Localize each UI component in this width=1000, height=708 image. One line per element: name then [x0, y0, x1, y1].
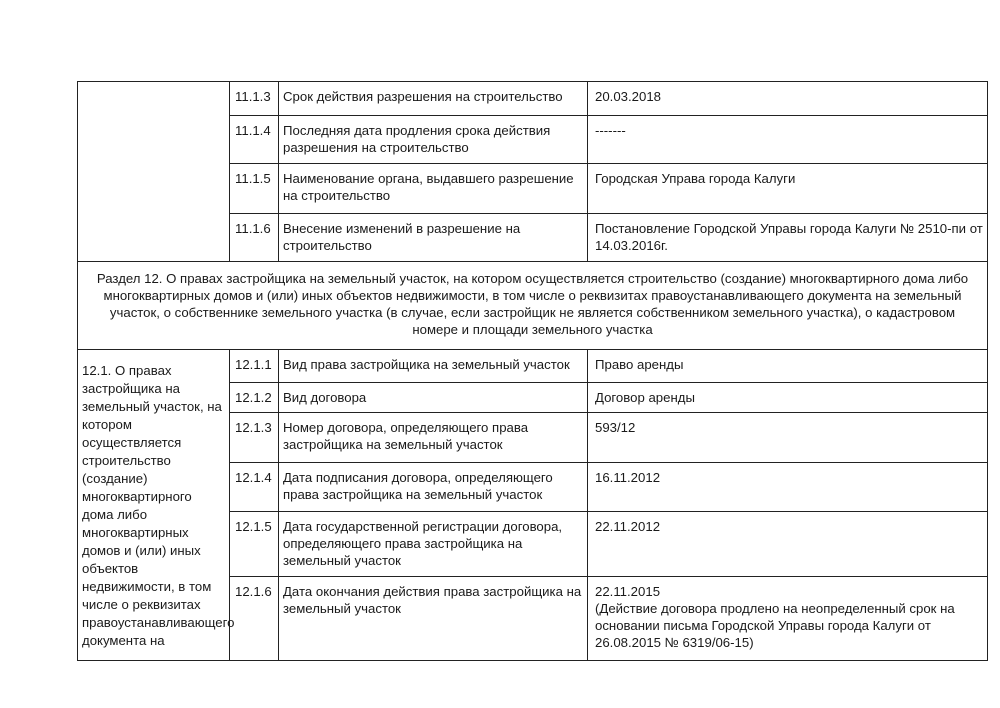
row-value: 22.11.2015: [595, 584, 661, 599]
row-label: Номер договора, определяющего права застройщика на земельный участок: [279, 413, 588, 463]
row-number: 11.1.6: [230, 214, 279, 262]
row-value-note: (Действие договора продлено на неопределенный срок на основании письма Городской Управы города Калуги от 26.08.2015 № 6319/06-15): [595, 601, 955, 650]
row-label: Внесение изменений в разрешение на строительство: [279, 214, 588, 262]
row-label: Последняя дата продления срока действия разрешения на строительство: [279, 116, 588, 164]
row-number: 12.1.5: [230, 512, 279, 577]
row-value: Городская Управа города Калуги: [588, 164, 988, 214]
section11-left-cell: [78, 82, 230, 262]
row-value: Постановление Городской Управы города Калуги № 2510-пи от 14.03.2016г.: [588, 214, 988, 262]
row-number: 12.1.6: [230, 577, 279, 661]
table-row: [78, 350, 988, 383]
row-value: -------: [588, 116, 988, 164]
row-number: 11.1.4: [230, 116, 279, 164]
table-row: [78, 82, 988, 116]
row-number: 11.1.3: [230, 82, 279, 116]
row-value-cell: [588, 577, 988, 661]
row-label: Дата государственной регистрации договора, определяющего права застройщика на земельный участок: [279, 512, 588, 577]
row-value: Право аренды: [588, 350, 988, 383]
row-number: 12.1.2: [230, 383, 279, 413]
row-number: 12.1.4: [230, 463, 279, 512]
row-value: 20.03.2018: [588, 82, 988, 116]
section-12-heading: Раздел 12. О правах застройщика на земельный участок, на котором осуществляется строительство (создание) многоквартирного дома либо многоквартирных домов и (или) иных объектов недвижимости, в том числе о реквизитах правоустанавливающего документа на земельный участок, о собственнике земельного участка (в случае, если застройщик не является собственником земельного участка), о кадастровом номере и площади земельного участка: [78, 262, 988, 350]
row-label: Срок действия разрешения на строительство: [279, 82, 588, 116]
row-label: Вид договора: [279, 383, 588, 413]
row-value: Договор аренды: [588, 383, 988, 413]
row-value: 593/12: [588, 413, 988, 463]
document-table: [77, 81, 988, 661]
row-label: Дата подписания договора, определяющего права застройщика на земельный участок: [279, 463, 588, 512]
row-value: 16.11.2012: [588, 463, 988, 512]
row-label: Вид права застройщика на земельный участок: [279, 350, 588, 383]
row-label: Наименование органа, выдавшего разрешение на строительство: [279, 164, 588, 214]
row-value: 22.11.2012: [588, 512, 988, 577]
row-number: 12.1.1: [230, 350, 279, 383]
row-number: 12.1.3: [230, 413, 279, 463]
section-heading-row: [78, 262, 988, 350]
row-label: Дата окончания действия права застройщика на земельный участок: [279, 577, 588, 661]
row-number: 11.1.5: [230, 164, 279, 214]
subsection-12-1-label: 12.1. О правах застройщика на земельный участок, на котором осуществляется строительство (создание) многоквартирного дома либо многоквартирных домов и (или) иных объектов недвижимости, в том числе о реквизитах правоустанавливающего документа на: [78, 350, 230, 661]
